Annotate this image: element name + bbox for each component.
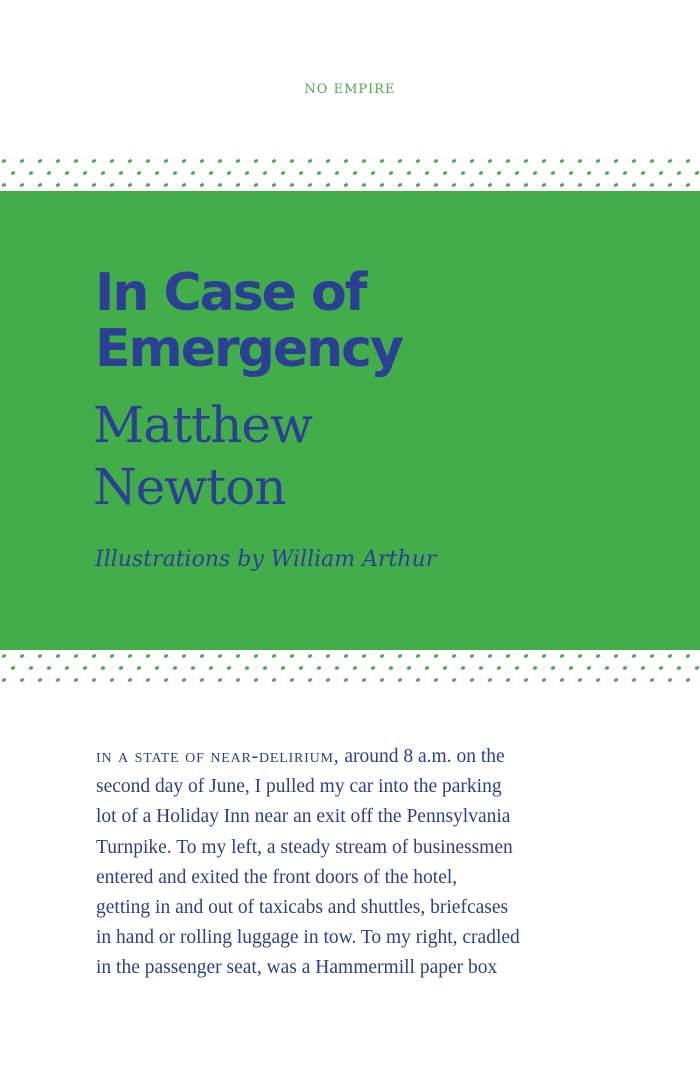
dot-pattern-top (0, 155, 700, 191)
pattern-dot (631, 654, 636, 659)
pattern-dot (379, 183, 384, 188)
pattern-dot (667, 159, 672, 164)
pattern-dot (613, 159, 618, 164)
pattern-dot (505, 654, 510, 659)
pattern-dot (208, 171, 213, 176)
pattern-dot (577, 678, 582, 683)
pattern-dot (289, 159, 294, 164)
pattern-dot (1, 183, 6, 188)
pattern-dot (352, 171, 357, 176)
pattern-dot (613, 183, 618, 188)
pattern-dot (586, 666, 591, 671)
pattern-dot (208, 666, 213, 671)
pattern-dot (478, 171, 483, 176)
pattern-dot (190, 171, 195, 176)
pattern-dot (658, 666, 663, 671)
body-line-5: entered and exited the front doors of the hotel, (96, 866, 458, 888)
pattern-dot (280, 666, 285, 671)
pattern-dot (91, 183, 96, 188)
body-line-1-rest: around 8 a.m. on the (339, 746, 505, 767)
pattern-dot (280, 171, 285, 176)
pattern-dot (136, 171, 141, 176)
body-line-8: in the passenger seat, was a Hammermill paper box (96, 957, 498, 979)
pattern-dot (397, 678, 402, 683)
pattern-dot (532, 171, 537, 176)
pattern-dot (154, 666, 159, 671)
pattern-dot (388, 171, 393, 176)
pattern-dot (433, 678, 438, 683)
pattern-dot (640, 666, 645, 671)
pattern-dot (649, 159, 654, 164)
pattern-dot (226, 171, 231, 176)
pattern-dot (307, 654, 312, 659)
pattern-dot (487, 678, 492, 683)
pattern-dot (487, 159, 492, 164)
pattern-dot (109, 183, 114, 188)
pattern-dot (253, 678, 258, 683)
pattern-dot (640, 171, 645, 176)
pattern-dot (73, 654, 78, 659)
pattern-dot (118, 171, 123, 176)
author-name-line-2: Newton (93, 458, 286, 516)
pattern-dot (505, 183, 510, 188)
body-line-6: getting in and out of taxicabs and shuttles, briefcases (96, 897, 509, 919)
pattern-dot (91, 159, 96, 164)
dot-pattern-top-svg (0, 155, 700, 191)
pattern-dot (577, 183, 582, 188)
pattern-dot (118, 666, 123, 671)
pattern-dot (334, 171, 339, 176)
pattern-dot (451, 678, 456, 683)
pattern-dot (343, 159, 348, 164)
pattern-dot (82, 171, 87, 176)
pattern-dot (64, 171, 69, 176)
pattern-dot (595, 183, 600, 188)
pattern-dot (604, 171, 609, 176)
pattern-dot (46, 666, 51, 671)
pattern-dot (271, 654, 276, 659)
pattern-dot (370, 171, 375, 176)
lead-in-smallcaps: in a state of near-delirium, (96, 746, 340, 767)
pattern-dot (469, 159, 474, 164)
pattern-dot (199, 159, 204, 164)
pattern-dot (415, 678, 420, 683)
pattern-dot (523, 678, 528, 683)
pattern-dot (577, 159, 582, 164)
pattern-dot (379, 159, 384, 164)
pattern-dot (271, 183, 276, 188)
pattern-dot (631, 159, 636, 164)
pattern-dot (307, 183, 312, 188)
body-line-1 (96, 742, 656, 772)
pattern-dot (397, 159, 402, 164)
pattern-dot (361, 159, 366, 164)
pattern-dot (460, 666, 465, 671)
illustrator-credit: Illustrations by William Arthur (95, 547, 437, 572)
pattern-dot (550, 171, 555, 176)
body-paragraph (96, 742, 656, 984)
pattern-dot (451, 183, 456, 188)
pattern-dot (478, 666, 483, 671)
pattern-dot (1, 159, 6, 164)
pattern-dot (145, 183, 150, 188)
pattern-dot (154, 171, 159, 176)
pattern-dot (244, 666, 249, 671)
pattern-dot (685, 678, 690, 683)
pattern-dot (541, 159, 546, 164)
pattern-dot (199, 654, 204, 659)
pattern-dot (397, 654, 402, 659)
pattern-dot (172, 666, 177, 671)
pattern-dot (469, 183, 474, 188)
pattern-dot (199, 183, 204, 188)
pattern-dot (145, 159, 150, 164)
pattern-dot (289, 183, 294, 188)
pattern-dot (217, 183, 222, 188)
pattern-dot (694, 666, 699, 671)
pattern-dot (568, 666, 573, 671)
pattern-dot (496, 171, 501, 176)
pattern-dot (163, 183, 168, 188)
pattern-dot (55, 159, 60, 164)
pattern-dot (649, 678, 654, 683)
pattern-dot (235, 183, 240, 188)
pattern-dot (424, 171, 429, 176)
pattern-dot (127, 678, 132, 683)
pattern-dot (343, 654, 348, 659)
pattern-dot (10, 666, 15, 671)
pattern-dot (37, 654, 42, 659)
pattern-dot (136, 666, 141, 671)
pattern-dot (325, 159, 330, 164)
pattern-dot (559, 183, 564, 188)
pattern-dot (514, 171, 519, 176)
pattern-dot (541, 183, 546, 188)
pattern-dot (253, 183, 258, 188)
pattern-dot (469, 654, 474, 659)
pattern-dot (73, 183, 78, 188)
book-title-line-2: Emergency (95, 319, 402, 379)
pattern-dot (199, 678, 204, 683)
pattern-dot (127, 183, 132, 188)
pattern-dot (181, 183, 186, 188)
pattern-dot (19, 183, 24, 188)
dot-pattern-bottom (0, 650, 700, 686)
pattern-dot (190, 666, 195, 671)
pattern-dot (685, 654, 690, 659)
pattern-dot (595, 159, 600, 164)
pattern-dot (181, 159, 186, 164)
pattern-dot (397, 183, 402, 188)
pattern-dot (541, 678, 546, 683)
pattern-dot (28, 666, 33, 671)
body-line-4: Turnpike. To my left, a steady stream of businessmen (96, 836, 513, 858)
pattern-dot (370, 666, 375, 671)
author-name-line-1: Matthew (93, 396, 312, 454)
pattern-dot (433, 183, 438, 188)
pattern-dot (694, 171, 699, 176)
pattern-dot (55, 654, 60, 659)
pattern-dot (217, 159, 222, 164)
book-title (95, 265, 402, 377)
pattern-dot (298, 171, 303, 176)
pattern-dot (325, 654, 330, 659)
pattern-dot (181, 678, 186, 683)
pattern-dot (487, 183, 492, 188)
pattern-dot (523, 183, 528, 188)
pattern-dot (361, 183, 366, 188)
pattern-dot (109, 654, 114, 659)
pattern-dot (145, 654, 150, 659)
pattern-dot (577, 654, 582, 659)
pattern-dot (487, 654, 492, 659)
pattern-dot (631, 678, 636, 683)
pattern-dot (37, 159, 42, 164)
pattern-dot (334, 666, 339, 671)
pattern-dot (676, 171, 681, 176)
pattern-dot (109, 678, 114, 683)
pattern-dot (82, 666, 87, 671)
pattern-dot (19, 159, 24, 164)
pattern-dot (613, 678, 618, 683)
pattern-dot (172, 171, 177, 176)
pattern-dot (235, 654, 240, 659)
pattern-dot (667, 183, 672, 188)
pattern-dot (658, 171, 663, 176)
pattern-dot (253, 159, 258, 164)
pattern-dot (433, 159, 438, 164)
pattern-dot (559, 654, 564, 659)
pattern-dot (91, 678, 96, 683)
pattern-dot (289, 678, 294, 683)
pattern-dot (667, 678, 672, 683)
pattern-dot (406, 171, 411, 176)
pattern-dot (559, 159, 564, 164)
body-line-7: in hand or rolling luggage in tow. To my right, cradled (96, 927, 520, 949)
dot-pattern-bottom-svg (0, 650, 700, 686)
pattern-dot (100, 171, 105, 176)
pattern-dot (28, 171, 33, 176)
pattern-dot (37, 678, 42, 683)
pattern-dot (622, 171, 627, 176)
pattern-dot (253, 654, 258, 659)
pattern-dot (586, 171, 591, 176)
pattern-dot (415, 654, 420, 659)
pattern-dot (685, 159, 690, 164)
pattern-dot (559, 678, 564, 683)
pattern-dot (379, 678, 384, 683)
body-line-3: lot of a Holiday Inn near an exit off the Pennsylvania (96, 806, 511, 828)
pattern-dot (235, 678, 240, 683)
pattern-dot (352, 666, 357, 671)
pattern-dot (415, 183, 420, 188)
pattern-dot (361, 678, 366, 683)
pattern-dot (55, 678, 60, 683)
pattern-dot (55, 183, 60, 188)
pattern-dot (550, 666, 555, 671)
pattern-dot (595, 678, 600, 683)
pattern-dot (109, 159, 114, 164)
pattern-dot (307, 159, 312, 164)
pattern-dot (145, 678, 150, 683)
pattern-dot (163, 159, 168, 164)
pattern-dot (64, 666, 69, 671)
pattern-dot (406, 666, 411, 671)
pattern-dot (541, 654, 546, 659)
pattern-dot (532, 666, 537, 671)
pattern-dot (217, 678, 222, 683)
pattern-dot (379, 654, 384, 659)
pattern-dot (685, 183, 690, 188)
pattern-dot (676, 666, 681, 671)
pattern-dot (271, 159, 276, 164)
pattern-dot (271, 678, 276, 683)
pattern-dot (226, 666, 231, 671)
pattern-dot (217, 654, 222, 659)
pattern-dot (298, 666, 303, 671)
pattern-dot (343, 678, 348, 683)
pattern-dot (244, 171, 249, 176)
pattern-dot (604, 666, 609, 671)
pattern-dot (46, 171, 51, 176)
author-name (93, 394, 312, 518)
pattern-dot (460, 171, 465, 176)
pattern-dot (1, 678, 6, 683)
pattern-dot (343, 183, 348, 188)
pattern-dot (496, 666, 501, 671)
pattern-dot (235, 159, 240, 164)
pattern-dot (163, 654, 168, 659)
pattern-dot (325, 183, 330, 188)
pattern-dot (415, 159, 420, 164)
pattern-dot (1, 654, 6, 659)
pattern-dot (388, 666, 393, 671)
pattern-dot (163, 678, 168, 683)
pattern-dot (316, 171, 321, 176)
pattern-dot (523, 159, 528, 164)
pattern-dot (361, 654, 366, 659)
pattern-dot (469, 678, 474, 683)
pattern-dot (649, 654, 654, 659)
pattern-dot (424, 666, 429, 671)
pattern-dot (37, 183, 42, 188)
pattern-dot (127, 654, 132, 659)
pattern-dot (73, 159, 78, 164)
pattern-dot (442, 666, 447, 671)
pattern-dot (307, 678, 312, 683)
pattern-dot (289, 654, 294, 659)
pattern-dot (127, 159, 132, 164)
series-label: NO EMPIRE (304, 82, 396, 97)
pattern-dot (613, 654, 618, 659)
pattern-dot (73, 678, 78, 683)
pattern-dot (631, 183, 636, 188)
pattern-dot (100, 666, 105, 671)
body-line-2: second day of June, I pulled my car into the parking (96, 776, 502, 798)
pattern-dot (595, 654, 600, 659)
pattern-dot (505, 159, 510, 164)
pattern-dot (433, 654, 438, 659)
pattern-dot (622, 666, 627, 671)
pattern-dot (514, 666, 519, 671)
pattern-dot (262, 171, 267, 176)
pattern-dot (325, 678, 330, 683)
pattern-dot (451, 654, 456, 659)
pattern-dot (91, 654, 96, 659)
pattern-dot (451, 159, 456, 164)
pattern-dot (181, 654, 186, 659)
pattern-dot (19, 678, 24, 683)
pattern-dot (262, 666, 267, 671)
pattern-dot (649, 183, 654, 188)
pattern-dot (505, 678, 510, 683)
pattern-dot (442, 171, 447, 176)
pattern-dot (523, 654, 528, 659)
book-title-line-1: In Case of (95, 263, 366, 323)
pattern-dot (568, 171, 573, 176)
pattern-dot (10, 171, 15, 176)
pattern-dot (19, 654, 24, 659)
pattern-dot (316, 666, 321, 671)
pattern-dot (667, 654, 672, 659)
